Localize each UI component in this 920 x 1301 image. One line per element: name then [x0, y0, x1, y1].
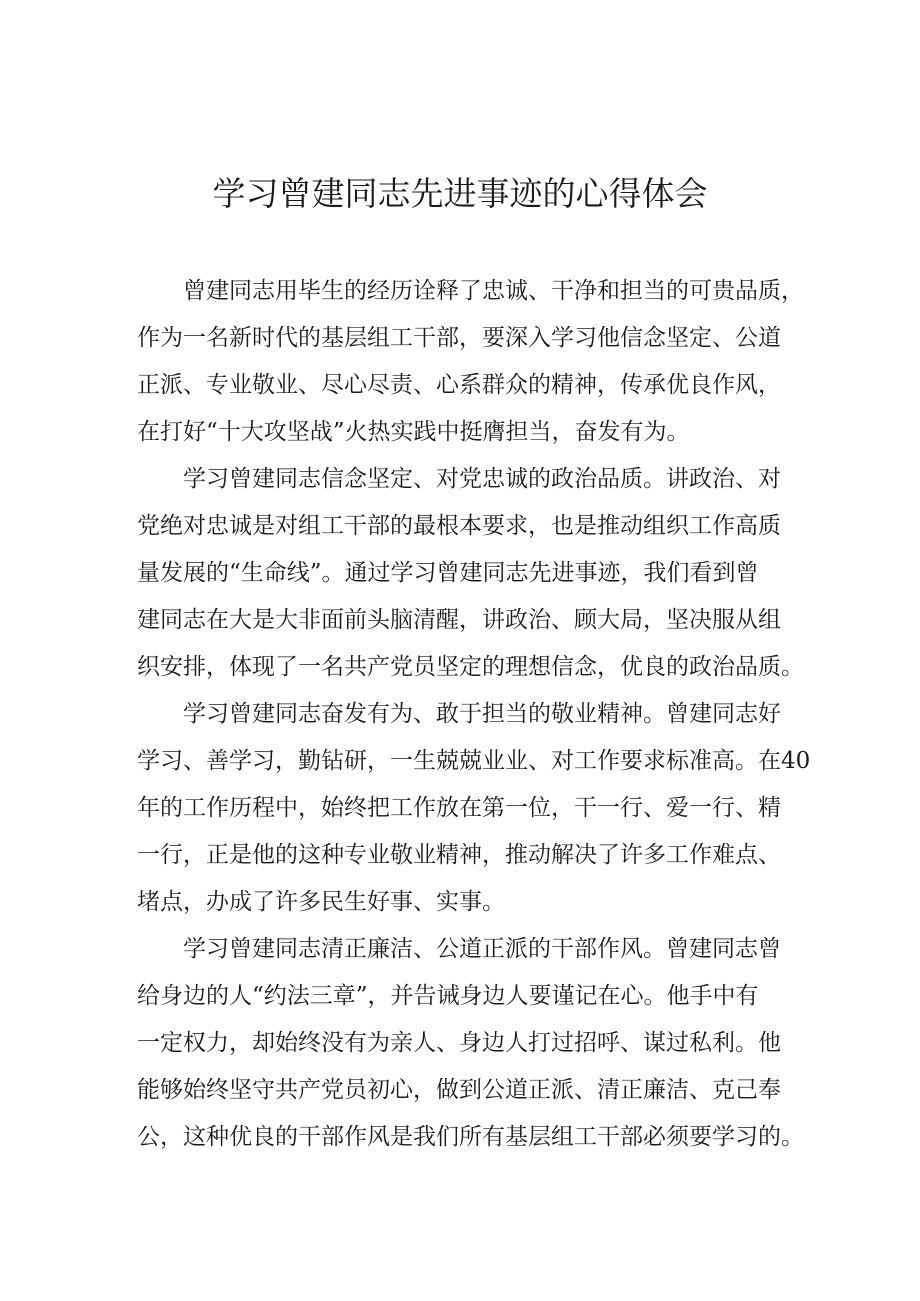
- text-line: 织安排，体现了一名共产党员坚定的理想信念，优良的政治品质。: [137, 654, 804, 680]
- text-line: 在打好“十大攻坚战”火热实践中挺膺担当，奋发有为。: [137, 419, 690, 445]
- document-body: [137, 268, 811, 1161]
- text-line: 学习、善学习，勤钻研，一生兢兢业业、对工作要求标准高。在40: [137, 748, 811, 774]
- text-line: 能够始终坚守共产党员初心，做到公道正派、清正廉洁、克己奉: [137, 1077, 781, 1103]
- document-title: 学习曾建同志先进事迹的心得体会: [212, 174, 708, 213]
- text-line: 建同志在大是大非面前头脑清醒，讲政治、顾大局，坚决服从组: [137, 607, 781, 633]
- text-line: 公，这种优良的干部作风是我们所有基层组工干部必须要学习的。: [137, 1124, 804, 1150]
- text-line: 曾建同志用毕生的经历诠释了忠诚、干净和担当的可贵品质，: [183, 278, 804, 304]
- paragraph: [137, 926, 804, 1161]
- paragraph: [137, 456, 804, 691]
- text-line: 堵点，办成了许多民生好事、实事。: [137, 889, 505, 915]
- text-line: 学习曾建同志奋发有为、敢于担当的敬业精神。曾建同志好: [183, 701, 781, 727]
- paragraph: [137, 691, 811, 926]
- text-line: 一行，正是他的这种专业敬业精神，推动解决了许多工作难点、: [137, 842, 781, 868]
- text-line: 学习曾建同志清正廉洁、公道正派的干部作风。曾建同志曾: [183, 936, 781, 962]
- text-line: 学习曾建同志信念坚定、对党忠诚的政治品质。讲政治、对: [183, 466, 781, 492]
- text-line: 一定权力，却始终没有为亲人、身边人打过招呼、谋过私利。他: [137, 1030, 781, 1056]
- text-line: 量发展的“生命线”。通过学习曾建同志先进事迹，我们看到曾: [137, 560, 759, 586]
- text-line: 作为一名新时代的基层组工干部，要深入学习他信念坚定、公道: [137, 325, 781, 351]
- text-line: 给身边的人“约法三章”，并告诫身边人要谨记在心。他手中有: [137, 983, 759, 1009]
- paragraph: [137, 268, 804, 456]
- text-line: 年的工作历程中，始终把工作放在第一位，干一行、爱一行、精: [137, 795, 781, 821]
- text-line: 党绝对忠诚是对组工干部的最根本要求，也是推动组织工作高质: [137, 513, 781, 539]
- text-line: 正派、专业敬业、尽心尽责、心系群众的精神，传承优良作风，: [137, 372, 781, 398]
